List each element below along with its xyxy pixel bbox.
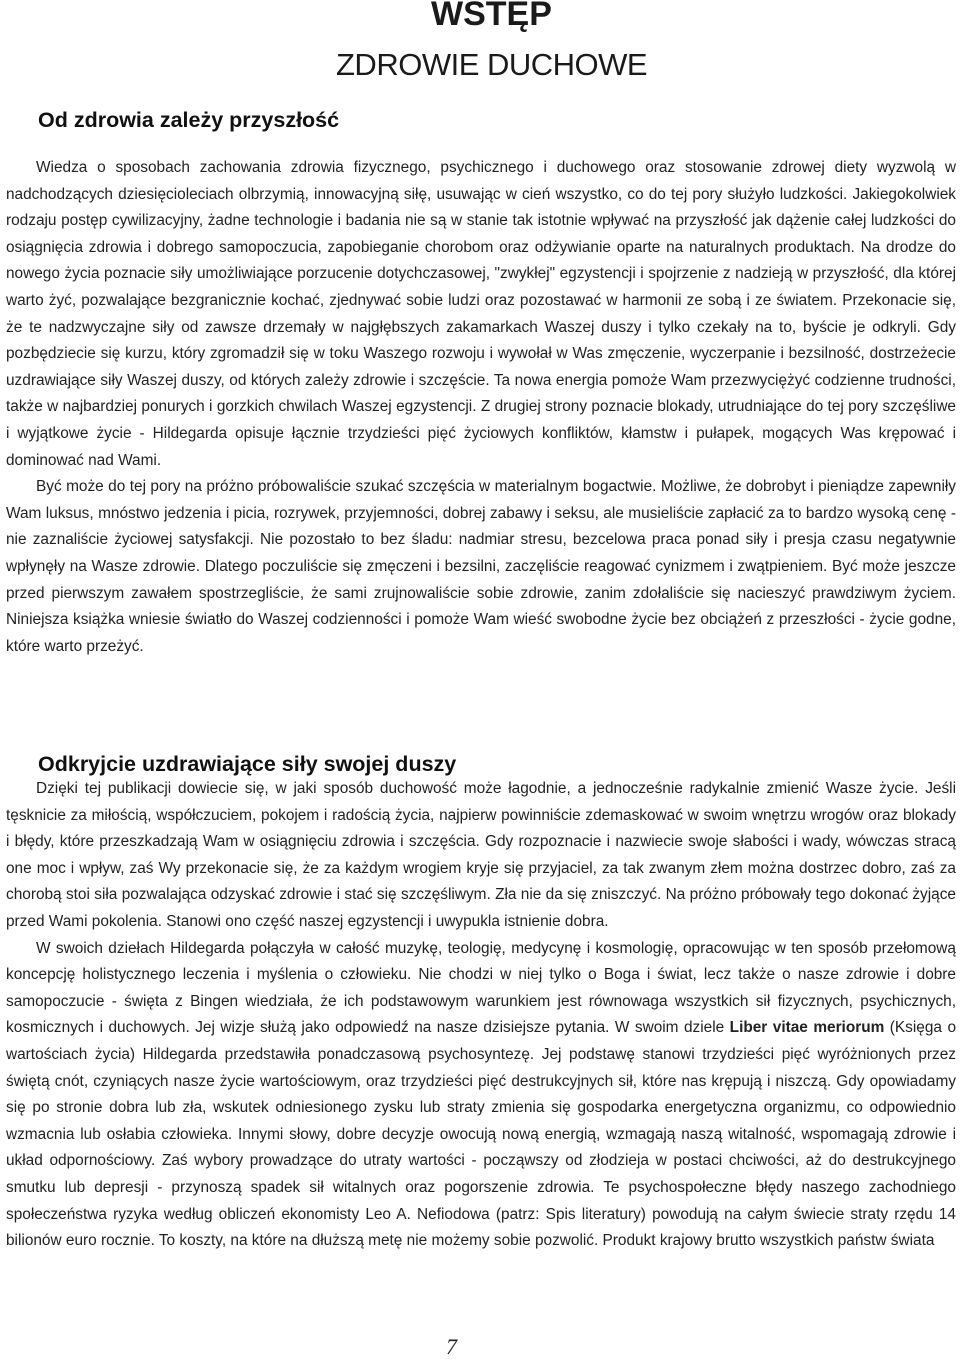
paragraph-text: W swoich dziełach Hildegarda połączyła w całość muzykę, teologię, medycynę i kosmologię, opracowując w ten sposób przełomową koncepcję holistycznego leczenia i myślenia o człowieku. Nie chodzi w niej tylko o Boga i świat, lecz także o nasze zdrowie i dobre samopoczucie - święta z Bingen wiedziała, że ich podstawowym warunkiem jest równowaga wszystkich sił fizycznych, psychicznych, kosmicznych i duchowych. Jej wizje służą jako odpowiedź na nasze dzisiejsze pytania. W swoim dziele <box>6 939 956 1037</box>
section-body-future <box>6 155 956 660</box>
page-title: WSTĘP <box>431 0 552 33</box>
section-heading-healing-forces: Odkryjcie uzdrawiające siły swojej duszy <box>38 752 457 776</box>
section-heading-future: Od zdrowia zależy przyszłość <box>38 108 340 132</box>
paragraph: Wiedza o sposobach zachowania zdrowia fizycznego, psychicznego i duchowego oraz stosowanie zdrowej diety wyzwolą w nadchodzących dziesięcioleciach olbrzymią, innowacyjną siłę, usuwając w cień wszystko, co do tej pory służyło ludzkości. Jakiegokolwiek rodzaju postęp cywilizacyjny, żadne technologie i badania nie są w stanie tak istotnie wpływać na przyszłość jak dążenie całej ludzkości do osiągnięcia zdrowia i dobrego samopoczucia, zapobieganie chorobom oraz odżywianie oparte na naturalnych produktach. Na drodze do nowego życia poznacie siły umożliwiające porzucenie dotychczasowej, "zwykłej" egzystencji i spojrzenie z nadzieją w przyszłość, dla której warto żyć, pozwalające bezgranicznie kochać, zjednywać sobie ludzi oraz pozostawać w harmonii ze sobą i ze światem. Przekonacie się, że te nadzwyczajne siły od zawsze drzemały w najgłębszych zakamarkach Waszej duszy i tylko czekały na to, byście je odkryli. Gdy pozbędziecie się kurzu, który zgromadził się w toku Waszego rozwoju i wywołał w Was zmęczenie, wyczerpanie i bezsilność, dostrzeżecie uzdrawiające siły Waszej duszy, od których zależy zdrowie i szczęście. Ta nowa energia pomoże Wam przezwyciężyć codzienne trudności, także w najbardziej ponurych i gorzkich chwilach Waszej egzystencji. Z drugiej strony poznacie blokady, utrudniające do tej pory szczęśliwe i wyjątkowe życie - Hildegarda opisuje łącznie trzydzieści pięć życiowych konfliktów, kłamstw i pułapek, mogących Was krępować i dominować nad Wami. <box>6 159 956 469</box>
section-body-healing-forces <box>6 776 956 1255</box>
paragraph-text: (Księga o wartościach życia) Hildegarda przedstawiła ponadczasową psychosyntezę. Jej podstawę stanowi trzydzieści pięć wyróżnionych przez świętą cnót, czyniących nasze życie wartościowym, oraz trzydzieści pięć destrukcyjnych sił, które nas krępują i niszczą. Gdy opowiadamy się po stronie dobra lub zła, wskutek odniesionego zysku lub straty zmienia się gospodarka energetyczna organizmu, co odpowiednio wzmacnia lub osłabia człowieka. Innymi słowy, dobre decyzje owocują nową energią, wzmagają naszą witalność, wspomagają zdrowie i układ odpornościowy. Zaś wybory prowadzące do utraty wartości - począwszy od złodzieja w postaci chciwości, aż do destrukcyjnego smutku lub depresji - przynoszą spadek sił witalnych oraz pogorszenie zdrowia. Te psychospołeczne błędy naszego zachodniego społeczeństwa ryzyka według obliczeń ekonomisty Leo A. Nefiodowa (patrz: Spis literatury) powodują na całym świecie straty rzędu 14 bilionów euro rocznie. To koszty, na które na dłuższą metę nie możemy sobie pozwolić. Produkt krajowy brutto wszystkich państw świata <box>6 1019 957 1250</box>
paragraph <box>6 936 956 1255</box>
paragraph: Być może do tej pory na próżno próbowaliście szukać szczęścia w materialnym bogactwie. Możliwe, że dobrobyt i pieniądze zapewniły Wam luksus, mnóstwo jedzenia i picia, rozrywek, przyjemności, dobrej zabawy i seksu, ale musieliście zapłacić za to bardzo wysoką cenę - nie zaznaliście życiowej satysfakcji. Nie pozostało to bez śladu: nadmiar stresu, bezcelowa praca ponad siły i presja czasu negatywnie wpłynęły na Wasze zdrowie. Dlatego poczuliście się zmęczeni i bezsilni, zaczęliście reagować cynizmem i zwątpieniem. Być może jeszcze przed pierwszym zawałem spostrzegliście, że sami zrujnowaliście sobie zdrowie, zanim zdołaliście się nacieszyć prawdziwym życiem. Niniejsza książka wniesie światło do Waszej codzienności i pomoże Wam wieść swobodne życie bez obciążeń z przeszłości - życie godne, które warto przeżyć. <box>6 478 956 655</box>
page-subtitle: ZDROWIE DUCHOWE <box>336 47 648 82</box>
page-number: 7 <box>446 1334 457 1359</box>
book-title-bold: Liber vitae meriorum <box>729 1019 885 1037</box>
paragraph: Dzięki tej publikacji dowiecie się, w jaki sposób duchowość może łagodnie, a jednocześnie radykalnie zmienić Wasze życie. Jeśli tęsknicie za miłością, współczuciem, pokojem i radością życia, najpierw powinniście zdemaskować w swoim wnętrzu wrogów oraz blokady i błędy, które przeszkadzają Wam w osiągnięciu zdrowia i szczęścia. Gdy rozpoznacie i nazwiecie swoje słabości i wady, wówczas stracą one moc i wpływ, zaś Wy przekonacie się, że za każdym wrogiem kryje się przyjaciel, za tak zwanym złem można dostrzec dobro, zaś za chorobą stoi siła pozwalająca odzyskać zdrowie i stać się szczęśliwym. Zła nie da się zniszczyć. Na próżno próbowały tego dokonać żyjące przed Wami pokolenia. Stanowi ono część naszej egzystencji i uwypukla istnienie dobra. <box>6 780 956 930</box>
